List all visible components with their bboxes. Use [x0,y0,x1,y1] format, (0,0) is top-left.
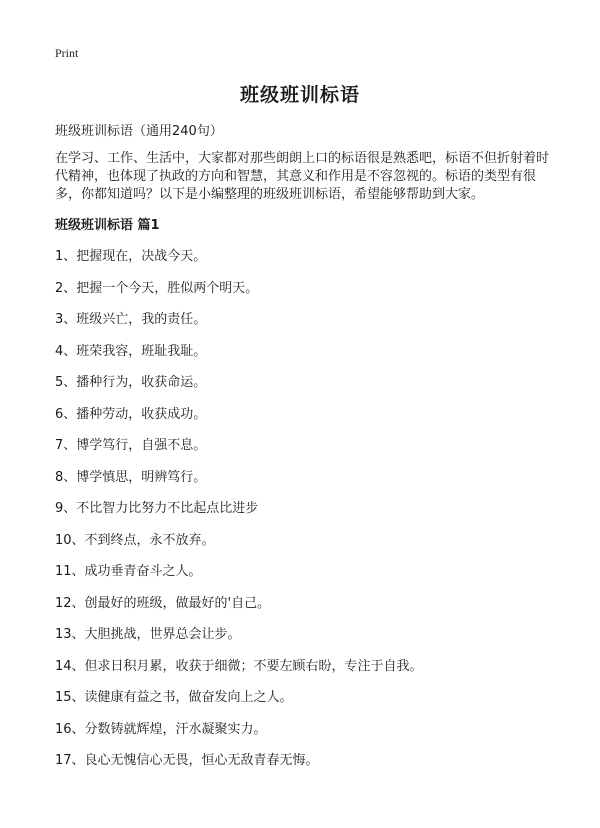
document-title: 班级班训标语 [239,84,360,106]
list-item: 13、大胆挑战，世界总会让步。 [55,627,241,642]
list-item: 8、博学慎思，明辨笃行。 [55,469,207,485]
intro-paragraph: 在学习、工作、生活中，大家都对那些朗朗上口的标语很是熟悉吧，标语不但折射着时代精神，也体现了执政的方向和智慧，其意义和作用是不容忽视的。标语的类型有很多，你都知道吗？以下是小编整理的班级班训标语，希望能够帮助到大家。 [55,151,550,202]
list-item: 10、不到终点，永不放弃。 [55,532,215,548]
list-item: 6、播种劳动，收获成功。 [55,406,207,422]
list-item: 12、创最好的班级，做最好的'自己。 [55,595,271,611]
section-heading: 班级班训标语 篇1 [55,218,160,233]
list-item: 1、把握现在，决战今天。 [55,249,207,264]
list-item: 3、班级兴亡，我的责任。 [55,312,207,327]
list-item: 4、班荣我容，班耻我耻。 [55,343,207,359]
document-subtitle: 班级班训标语（通用240句） [55,124,223,139]
list-item: 7、博学笃行，自强不息。 [55,438,207,453]
list-item: 9、不比智力比努力不比起点比进步 [55,501,259,516]
slogan-list [55,249,423,785]
list-item: 14、但求日积月累，收获于细微；不要左顾右盼，专注于自我。 [55,658,423,674]
list-item: 2、把握一个今天，胜似两个明天。 [55,280,259,296]
list-item: 17、良心无愧信心无畏，恒心无敌青春无悔。 [55,753,319,768]
list-item: 5、播种行为，收获命运。 [55,375,207,390]
list-item: 11、成功垂青奋斗之人。 [55,564,202,579]
list-item: 15、读健康有益之书，做奋发向上之人。 [55,690,293,705]
print-label: Print [55,46,79,60]
list-item: 16、分数铸就辉煌，汗水凝聚实力。 [55,721,267,737]
